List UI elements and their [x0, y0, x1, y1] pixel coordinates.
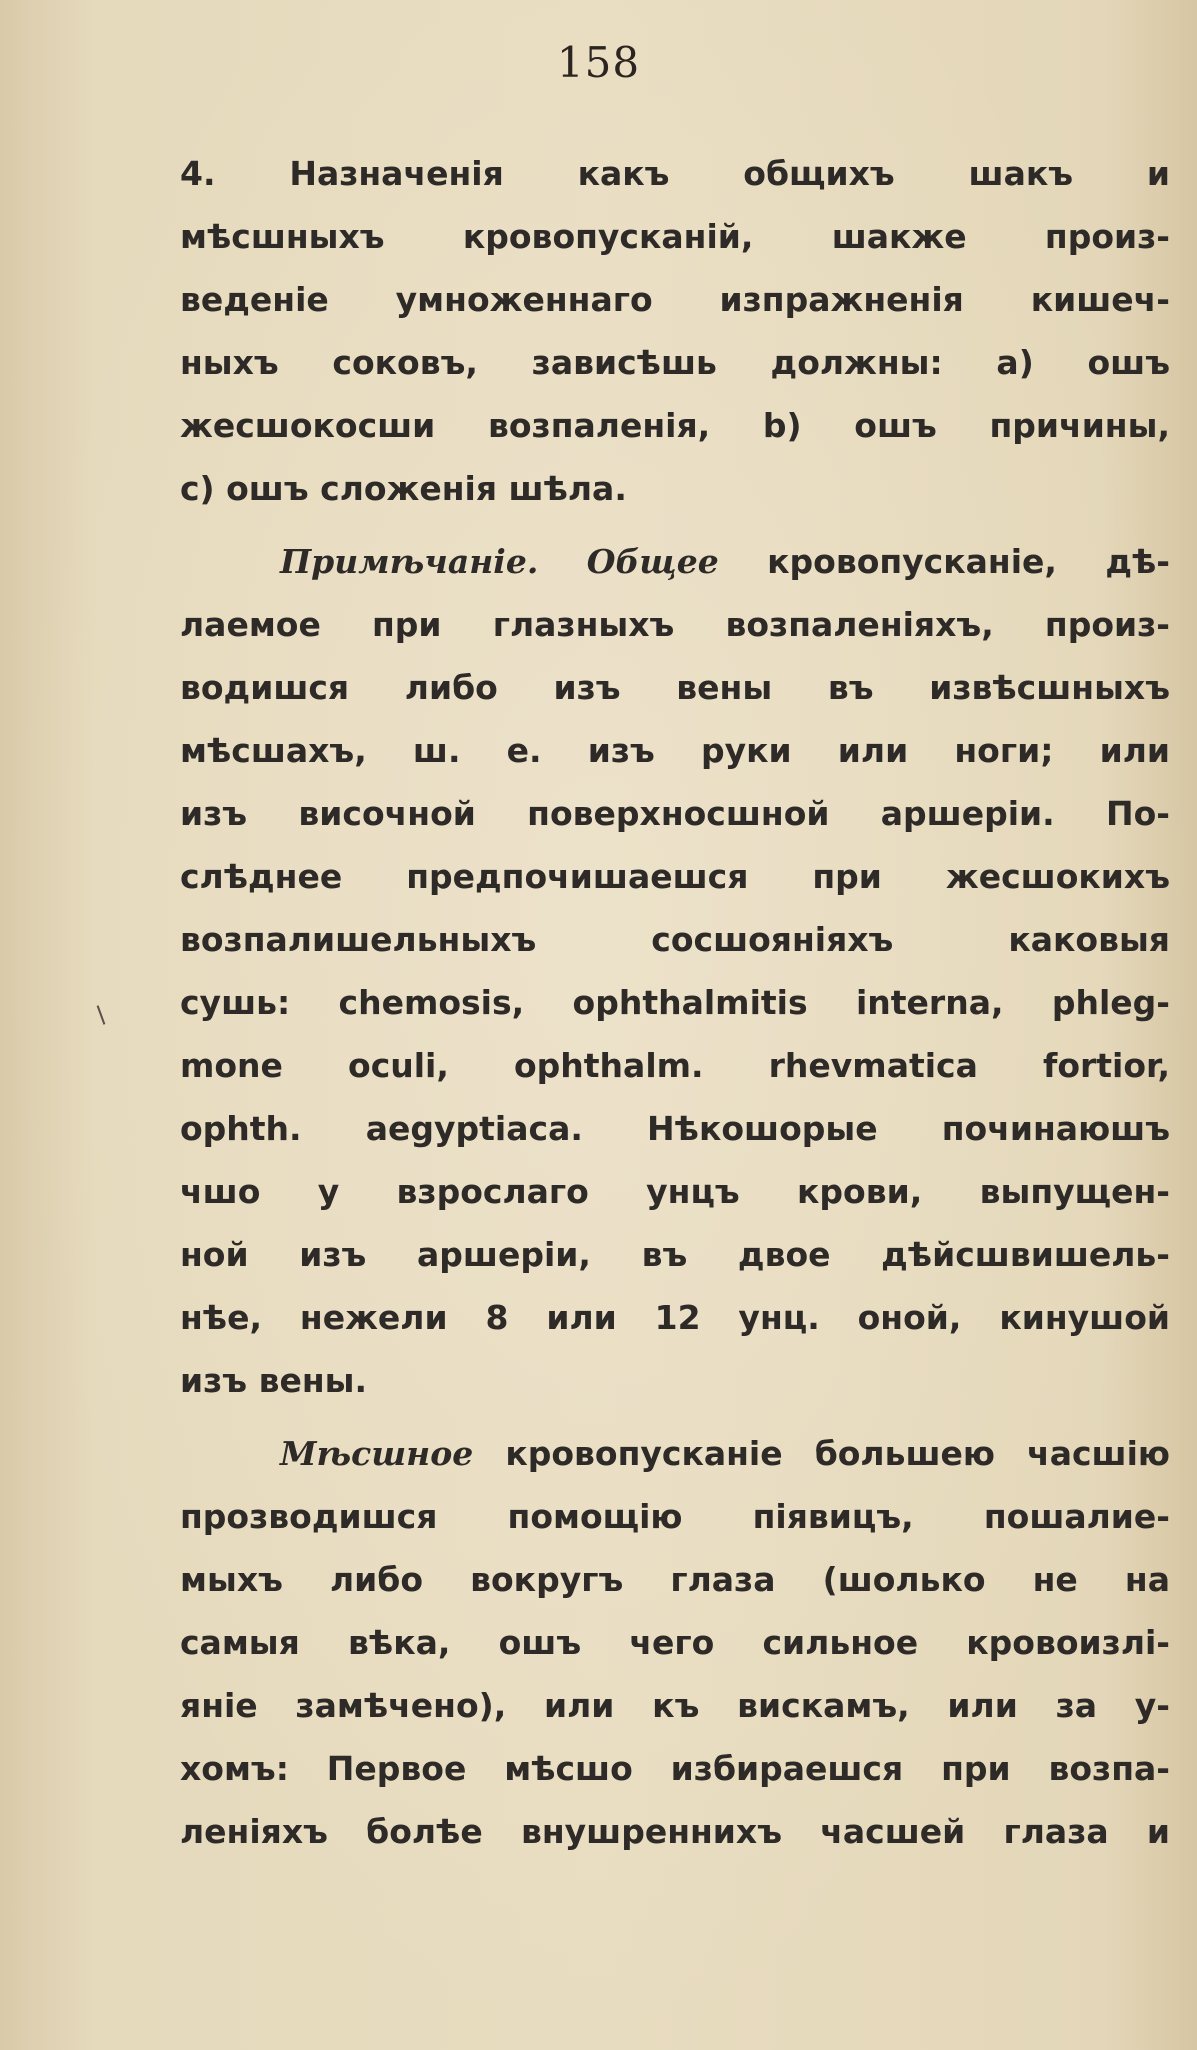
note-heading: Примѣчаніе.: [280, 542, 539, 581]
paragraph-1-line: веденіе умноженнаго изпражненія кишеч-: [180, 280, 1170, 319]
note-lead-word: Общее: [586, 542, 719, 581]
paragraph-2-line: сушь: chemosis, ophthalmitis interna, phleg-: [180, 983, 1170, 1022]
paragraph-2-line: слѣднее предпочишаешся при жесшокихъ: [180, 857, 1170, 896]
paragraph-2-line: чшо у взрослаго унцъ крови, выпущен-: [180, 1172, 1170, 1211]
paragraph-3-line: хомъ: Первое мѣсшо избираешся при возпа-: [180, 1749, 1170, 1788]
paragraph-2-line: ной изъ аршеріи, въ двое дѣйсшвишель-: [180, 1235, 1170, 1274]
paragraph-2-line: изъ вены.: [180, 1361, 368, 1400]
page-number: 158: [556, 38, 641, 87]
paragraph-1-line: жесшокосши возпаленія, b) ошъ причины,: [180, 406, 1170, 445]
local-bloodletting-lead-word: Мѣсшное: [280, 1434, 474, 1473]
paragraph-3-line: прозводишся помощію піявицъ, пошалие-: [180, 1497, 1170, 1536]
paragraph-2-line: ophth. aegyptiaca. Нѣкошорые починаюшъ: [180, 1109, 1170, 1148]
paragraph-1-line: мѣсшныхъ кровопусканій, шакже произ-: [180, 217, 1170, 256]
paragraph-3-line: самыя вѣка, ошъ чего сильное кровоизлі-: [180, 1623, 1170, 1662]
paragraph-3-line: леніяхъ болѣе внушреннихъ часшей глаза и: [180, 1812, 1170, 1851]
paragraph-2-line: mone oculi, ophthalm. rhevmatica fortior,: [180, 1046, 1170, 1085]
paragraph-2-line: мѣсшахъ, ш. е. изъ руки или ноги; или: [180, 731, 1170, 770]
paragraph-2-first-line-text: кровопусканіе, дѣ-: [767, 542, 1170, 581]
paragraph-1-line: с) ошъ сложенія шѣла.: [180, 469, 627, 508]
paragraph-2-first-line: [180, 530, 1170, 593]
paragraph-2-line: изъ височной поверхносшной аршеріи. По-: [180, 794, 1170, 833]
paragraph-2-line: возпалишельныхъ сосшояніяхъ каковыя: [180, 920, 1170, 959]
paragraph-1-line: ныхъ соковъ, зависѣшь должны: а) ошъ: [180, 343, 1170, 382]
page-body: [180, 142, 1170, 1863]
paragraph-3-first-line-text: кровопусканіе большею часшію: [505, 1434, 1170, 1473]
paragraph-3-line: яніе замѣчено), или къ вискамъ, или за у-: [180, 1686, 1170, 1725]
paragraph-3-line: мыхъ либо вокругъ глаза (шолько не на: [180, 1560, 1170, 1599]
margin-mark: [97, 1005, 106, 1024]
paragraph-3-first-line: [180, 1422, 1170, 1485]
paragraph-2-line: нѣе, нежели 8 или 12 унц. оной, кинушой: [180, 1298, 1170, 1337]
paragraph-2-line: водишся либо изъ вены въ извѣсшныхъ: [180, 668, 1170, 707]
paragraph-2-line: лаемое при глазныхъ возпаленіяхъ, произ-: [180, 605, 1170, 644]
paragraph-1-line: 4. Назначенія какъ общихъ шакъ и: [180, 154, 1170, 193]
